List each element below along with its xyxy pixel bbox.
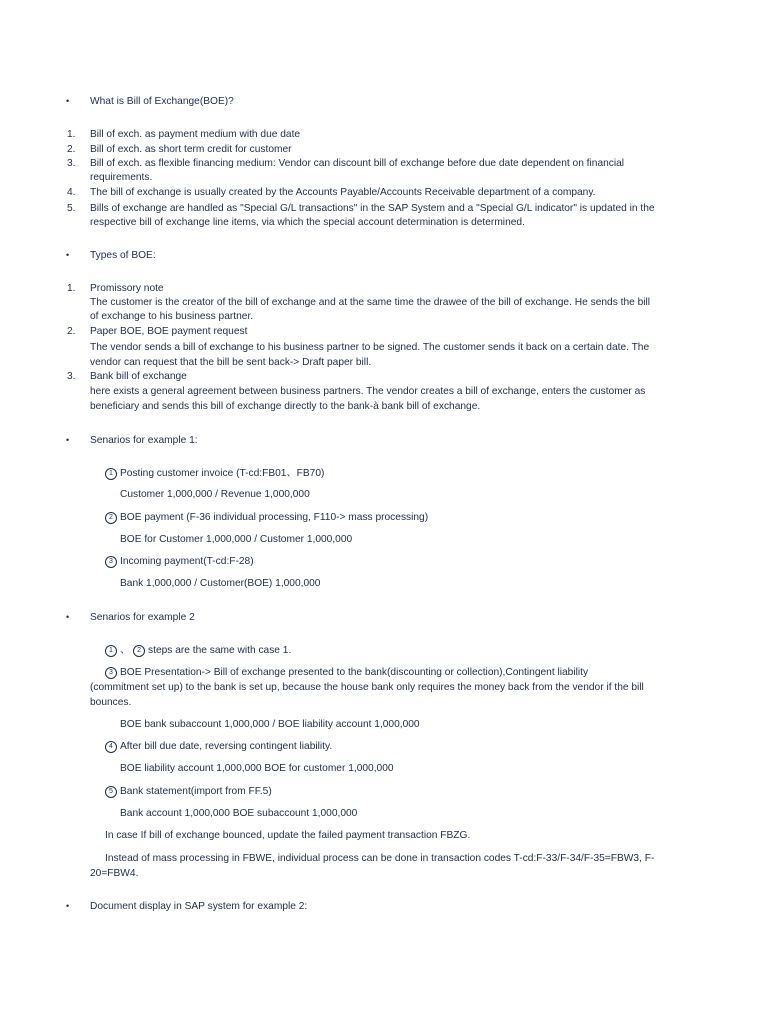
circled-number-icon: 5 (105, 786, 117, 798)
list-number: 3. (67, 371, 76, 382)
note-text: In case If bill of exchange bounced, update the failed payment transaction FBZG. (105, 830, 471, 841)
list-item-title: Promissory note (90, 283, 164, 294)
list-item: Bill of exch. as flexible financing medium: Vendor can discount bill of exchange before due date dependent on financial (90, 158, 625, 169)
step-text-continuation: (commitment set up) to the bank is set up, because the house bank only requires the money back from the vendor if the bill (90, 682, 644, 693)
list-item-title: Paper BOE, BOE payment request (90, 326, 248, 337)
list-item: Bill of exch. as payment medium with due date (90, 129, 301, 140)
step-text: Incoming payment(T-cd:F-28) (120, 556, 254, 567)
list-item-continuation: respective bill of exchange line items, via which the special account determination is determined. (90, 217, 525, 228)
list-number: 2. (67, 326, 76, 337)
step-line (105, 666, 588, 679)
circled-number-icon: 2 (133, 645, 145, 657)
circled-number-icon: 1 (105, 468, 117, 480)
list-item: Bill of exch. as short term credit for customer (90, 144, 292, 155)
circled-number-icon: 4 (105, 741, 117, 753)
note-text-continuation: 20=FBW4. (90, 868, 139, 879)
list-item-text: The customer is the creator of the bill of exchange and at the same time the drawee of the bill of exchange. He sends the bill (90, 297, 651, 308)
step-text: steps are the same with case 1. (148, 645, 292, 656)
section-heading-what-is: What is Bill of Exchange(BOE)? (90, 96, 234, 107)
step-text: Posting customer invoice (T-cd:FB01、FB70) (120, 468, 325, 479)
step-line (105, 785, 272, 798)
section-heading-types: Types of BOE: (90, 250, 156, 261)
journal-entry: BOE bank subaccount 1,000,000 / BOE liability account 1,000,000 (120, 719, 420, 730)
list-item-text: here exists a general agreement between business partners. The vendor creates a bill of exchange, enters the customer as (90, 386, 646, 397)
bullet-icon: • (66, 901, 70, 911)
step-line (105, 511, 428, 524)
list-number: 5. (67, 203, 76, 214)
section-heading-scenario1: Senarios for example 1: (90, 435, 198, 446)
bullet-icon: • (66, 435, 70, 445)
list-item-text: vendor can request that the bill be sent back-> Draft paper bill. (90, 357, 372, 368)
list-number: 4. (67, 187, 76, 198)
list-number: 2. (67, 144, 76, 155)
list-item-title: Bank bill of exchange (90, 371, 187, 382)
journal-entry: Bank 1,000,000 / Customer(BOE) 1,000,000 (120, 578, 321, 589)
step-text: BOE Presentation-> Bill of exchange presented to the bank(discounting or collection),Contingent liability (120, 667, 589, 678)
bullet-icon: • (66, 96, 70, 106)
step-line (105, 467, 324, 480)
journal-entry: BOE for Customer 1,000,000 / Customer 1,000,000 (120, 534, 353, 545)
list-item-continuation: requirements. (90, 172, 153, 183)
list-item: The bill of exchange is usually created by the Accounts Payable/Accounts Receivable department of a company. (90, 187, 596, 198)
bullet-icon: • (66, 612, 70, 622)
step-text: After bill due date, reversing contingent liability. (120, 741, 333, 752)
step-text: BOE payment (F-36 individual processing, F110-> mass processing) (120, 512, 429, 523)
list-number: 1. (67, 129, 76, 140)
step-text: Bank statement(import from FF.5) (120, 786, 272, 797)
circled-number-icon: 3 (105, 667, 117, 679)
list-number: 1. (67, 283, 76, 294)
section-heading-scenario2: Senarios for example 2 (90, 612, 195, 623)
step-line (105, 644, 291, 657)
journal-entry: BOE liability account 1,000,000 BOE for customer 1,000,000 (120, 763, 394, 774)
circled-number-icon: 1 (105, 645, 117, 657)
journal-entry: Customer 1,000,000 / Revenue 1,000,000 (120, 489, 310, 500)
section-heading-doc-display: Document display in SAP system for example 2: (90, 901, 308, 912)
list-item: Bills of exchange are handled as "Special G/L transactions" in the SAP System and a "Special G/L indicator" is updated in the (90, 203, 655, 214)
circled-number-icon: 2 (105, 512, 117, 524)
note-text: Instead of mass processing in FBWE, individual process can be done in transaction codes T-cd:F-33/F-34/F-35=FBW3, F- (105, 853, 655, 864)
circled-number-icon: 3 (105, 556, 117, 568)
step-line (105, 555, 254, 568)
step-text-continuation: bounces. (90, 697, 132, 708)
step-line (105, 740, 332, 753)
journal-entry: Bank account 1,000,000 BOE subaccount 1,000,000 (120, 808, 358, 819)
separator: 、 (120, 645, 131, 656)
list-number: 3. (67, 158, 76, 169)
list-item-text: beneficiary and sends this bill of exchange directly to the bank-à bank bill of exchange. (90, 401, 481, 412)
bullet-icon: • (66, 250, 70, 260)
list-item-text: The vendor sends a bill of exchange to his business partner to be signed. The customer sends it back on a certain date. The (90, 342, 650, 353)
list-item-text: of exchange to his business partner. (90, 311, 254, 322)
